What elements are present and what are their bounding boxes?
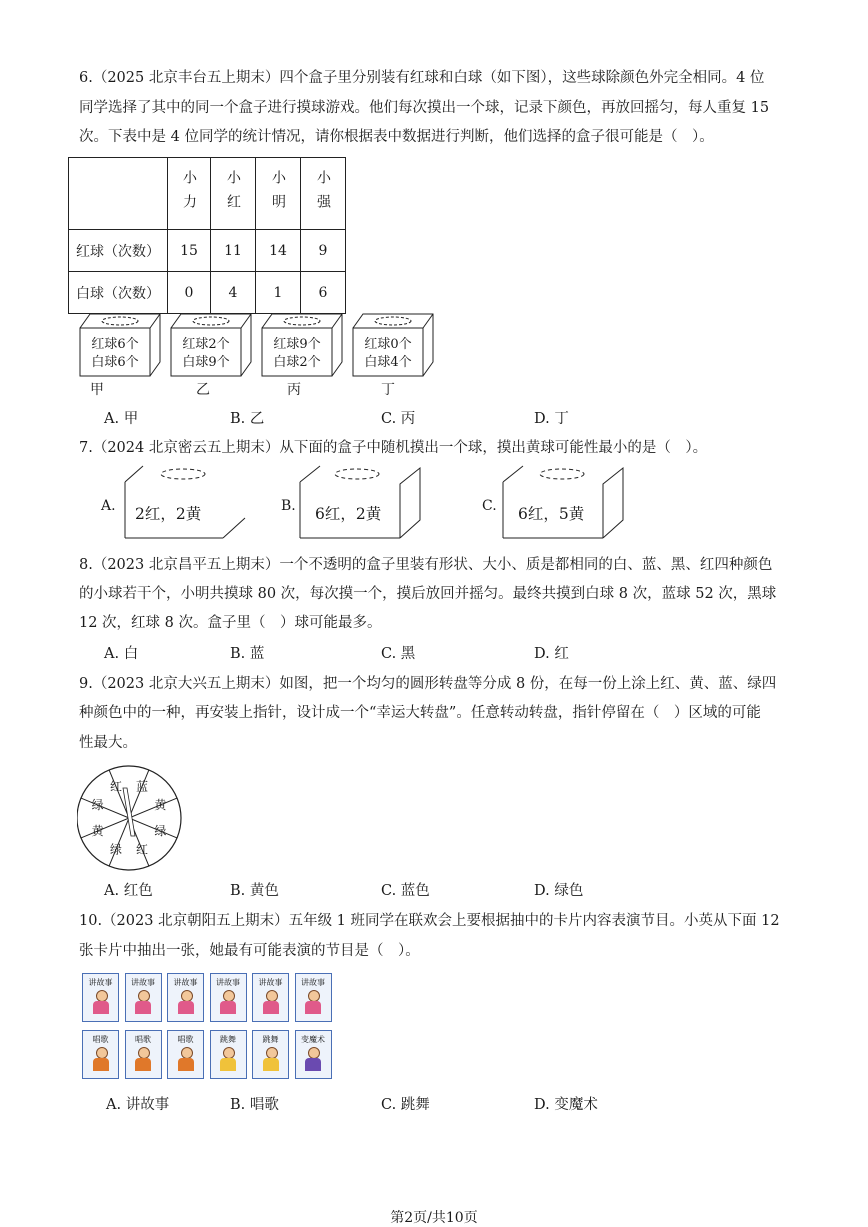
- table-header-cell: 小强: [301, 158, 346, 230]
- card-picture-icon: [301, 1047, 325, 1075]
- q7-box-b: [300, 466, 420, 538]
- q8-text-line-3: 12 次，红球 8 次。盒子里（ ）球可能最多。: [79, 615, 382, 631]
- table-cell: 11: [211, 230, 256, 272]
- card-label: 唱歌: [92, 1035, 109, 1044]
- option-b[interactable]: B. 唱歌: [230, 1097, 279, 1113]
- program-card[interactable]: [295, 1030, 332, 1079]
- q9-options: [104, 881, 724, 901]
- card-picture-icon: [174, 1047, 198, 1075]
- q10-card-grid: [82, 973, 342, 1083]
- q10-text-line-2: 张卡片中抽出一张，她最有可能表演的节目是（ ）。: [79, 943, 420, 959]
- wheel-sector-label: 红: [109, 779, 123, 794]
- card-label: 跳舞: [220, 1035, 236, 1044]
- card-label: 变魔术: [301, 1035, 325, 1044]
- q7-box-a: [125, 466, 245, 538]
- program-card[interactable]: [125, 973, 162, 1022]
- card-picture-icon: [131, 1047, 155, 1075]
- box-label: 红球0个: [364, 337, 412, 352]
- q7-box-text: 2红，2黄: [135, 505, 202, 523]
- q8-text-line-2: 的小球若干个，小明共摸球 80 次，每次摸一个，摸后放回并摇匀。最终共摸到白球 8 次，蓝球 52 次，黑球: [79, 586, 777, 602]
- card-picture-icon: [259, 990, 283, 1018]
- box-label: 红球2个: [182, 337, 230, 352]
- box-name: 乙: [196, 382, 210, 398]
- table-header-cell: 小力: [168, 158, 211, 230]
- card-picture-icon: [216, 1047, 240, 1075]
- program-card[interactable]: [252, 1030, 289, 1079]
- box-label: 白球9个: [182, 355, 230, 370]
- card-label: 讲故事: [258, 978, 283, 987]
- box-label: 红球6个: [91, 337, 139, 352]
- table-cell: 14: [256, 230, 301, 272]
- box-label: 红球9个: [273, 337, 321, 352]
- option-d[interactable]: D. 红: [534, 646, 569, 662]
- card-picture-icon: [89, 990, 113, 1018]
- q7-box-text: 6红，2黄: [315, 505, 382, 523]
- program-card[interactable]: [295, 973, 332, 1022]
- option-b[interactable]: B. 黄色: [230, 883, 279, 899]
- q7-boxes-figure: [95, 462, 635, 544]
- program-card[interactable]: [167, 1030, 204, 1079]
- option-a[interactable]: A. 甲: [104, 411, 139, 427]
- option-c[interactable]: C. 跳舞: [381, 1097, 430, 1113]
- q10-options: [106, 1095, 726, 1115]
- q8-text-line-1: 8.（2023 北京昌平五上期末）一个不透明的盒子里装有形状、大小、质是都相同的白、蓝、黑、红四种颜色: [79, 557, 773, 573]
- option-a[interactable]: A. 红色: [104, 883, 153, 899]
- q6-text-line-2: 同学选择了其中的同一个盒子进行摸球游戏。他们每次摸出一个球，记录下颜色，再放回摇匀，每人重复 15: [79, 100, 770, 116]
- card-label: 唱歌: [135, 1035, 151, 1044]
- table-cell: 6: [301, 272, 346, 314]
- option-c[interactable]: C. 丙: [381, 411, 416, 427]
- wheel-sector-label: 绿: [109, 842, 123, 857]
- option-b[interactable]: B. 乙: [230, 411, 265, 427]
- wheel-sector-label: 黄: [91, 824, 104, 838]
- q6-options: [104, 409, 724, 429]
- page-footer: 第2页/共10页: [390, 1210, 478, 1226]
- program-card[interactable]: [167, 973, 204, 1022]
- program-card[interactable]: [82, 1030, 119, 1079]
- q6-text-line-3: 次。下表中是 4 位同学的统计情况，请你根据表中数据进行判断，他们选择的盒子很可能是（ ）。: [79, 129, 714, 145]
- table-row-label: 红球（次数）: [69, 230, 168, 272]
- table-header-cell: 小明: [256, 158, 301, 230]
- q10-text-line-1: 10.（2023 北京朝阳五上期末）五年级 1 班同学在联欢会上要根据抽中的卡片内容表演节目。小英从下面 12: [79, 913, 780, 929]
- option-a[interactable]: A. 白: [104, 646, 139, 662]
- table-cell: 4: [211, 272, 256, 314]
- q7-option-letter-a[interactable]: A.: [101, 498, 116, 514]
- table-row: [69, 230, 346, 272]
- card-label: 跳舞: [262, 1035, 279, 1044]
- q9-text-line-2: 种颜色中的一种，再安装上指针，设计成一个“幸运大转盘”。任意转动转盘，指针停留在（ ）区域的可能: [79, 705, 761, 721]
- card-picture-icon: [131, 990, 155, 1018]
- q9-text-line-1: 9.（2023 北京大兴五上期末）如图，把一个均匀的圆形转盘等分成 8 份，在每一份上涂上红、黄、蓝、绿四: [79, 676, 777, 692]
- card-label: 讲故事: [88, 978, 113, 987]
- q9-text-line-3: 性最大。: [79, 735, 137, 751]
- q6-boxes-figure: [70, 310, 470, 398]
- program-card[interactable]: [210, 1030, 247, 1079]
- box-name: 丁: [381, 382, 395, 398]
- table-cell: 1: [256, 272, 301, 314]
- card-picture-icon: [89, 1047, 113, 1075]
- option-c[interactable]: C. 蓝色: [381, 883, 430, 899]
- wheel-sector-label: 蓝: [135, 779, 149, 794]
- q7-box-text: 6红，5黄: [518, 505, 585, 523]
- q7-option-letter-c[interactable]: C.: [482, 498, 497, 514]
- card-picture-icon: [216, 990, 240, 1018]
- program-card[interactable]: [82, 973, 119, 1022]
- box-name: 丙: [287, 382, 301, 398]
- card-label: 讲故事: [173, 978, 198, 987]
- q6-text-line-1: 6.（2025 北京丰台五上期末）四个盒子里分别装有红球和白球（如下图），这些球除颜色外完全相同。4 位: [79, 70, 765, 86]
- table-row-label: 白球（次数）: [69, 272, 168, 314]
- table-header-cell: 小红: [211, 158, 256, 230]
- box-label: 白球6个: [91, 355, 139, 370]
- option-a[interactable]: A. 讲故事: [106, 1097, 170, 1113]
- card-label: 讲故事: [131, 978, 155, 987]
- wheel-sector-label: 绿: [91, 798, 104, 812]
- option-d[interactable]: D. 变魔术: [534, 1097, 598, 1113]
- q7-box-c: [503, 466, 623, 538]
- table-row: [69, 158, 346, 230]
- q7-text-line-1: 7.（2024 北京密云五上期末）从下面的盒子中随机摸出一个球，摸出黄球可能性最小的是（ ）。: [79, 440, 708, 456]
- q8-options: [104, 644, 724, 664]
- q9-spinner-wheel: [77, 764, 187, 874]
- box-name: 甲: [90, 382, 104, 398]
- q6-stat-table: [68, 157, 346, 314]
- card-label: 唱歌: [177, 1035, 194, 1044]
- card-picture-icon: [301, 990, 325, 1018]
- q7-option-letter-b[interactable]: B.: [281, 498, 296, 514]
- table-cell: 9: [301, 230, 346, 272]
- box-label: 白球2个: [273, 355, 321, 370]
- option-d[interactable]: D. 绿色: [534, 883, 584, 899]
- table-cell: 0: [168, 272, 211, 314]
- option-d[interactable]: D. 丁: [534, 411, 569, 427]
- option-b[interactable]: B. 蓝: [230, 646, 265, 662]
- wheel-sector-label: 黄: [154, 798, 167, 812]
- program-card[interactable]: [125, 1030, 162, 1079]
- box-label: 白球4个: [364, 355, 412, 370]
- wheel-sector-label: 红: [135, 842, 149, 857]
- card-picture-icon: [259, 1047, 283, 1075]
- wheel-sector-label: 绿: [154, 824, 167, 838]
- table-corner-cell: [69, 158, 168, 230]
- option-c[interactable]: C. 黑: [381, 646, 416, 662]
- card-label: 讲故事: [301, 978, 325, 987]
- table-cell: 15: [168, 230, 211, 272]
- card-picture-icon: [174, 990, 198, 1018]
- card-label: 讲故事: [216, 978, 240, 987]
- program-card[interactable]: [210, 973, 247, 1022]
- table-row: [69, 272, 346, 314]
- program-card[interactable]: [252, 973, 289, 1022]
